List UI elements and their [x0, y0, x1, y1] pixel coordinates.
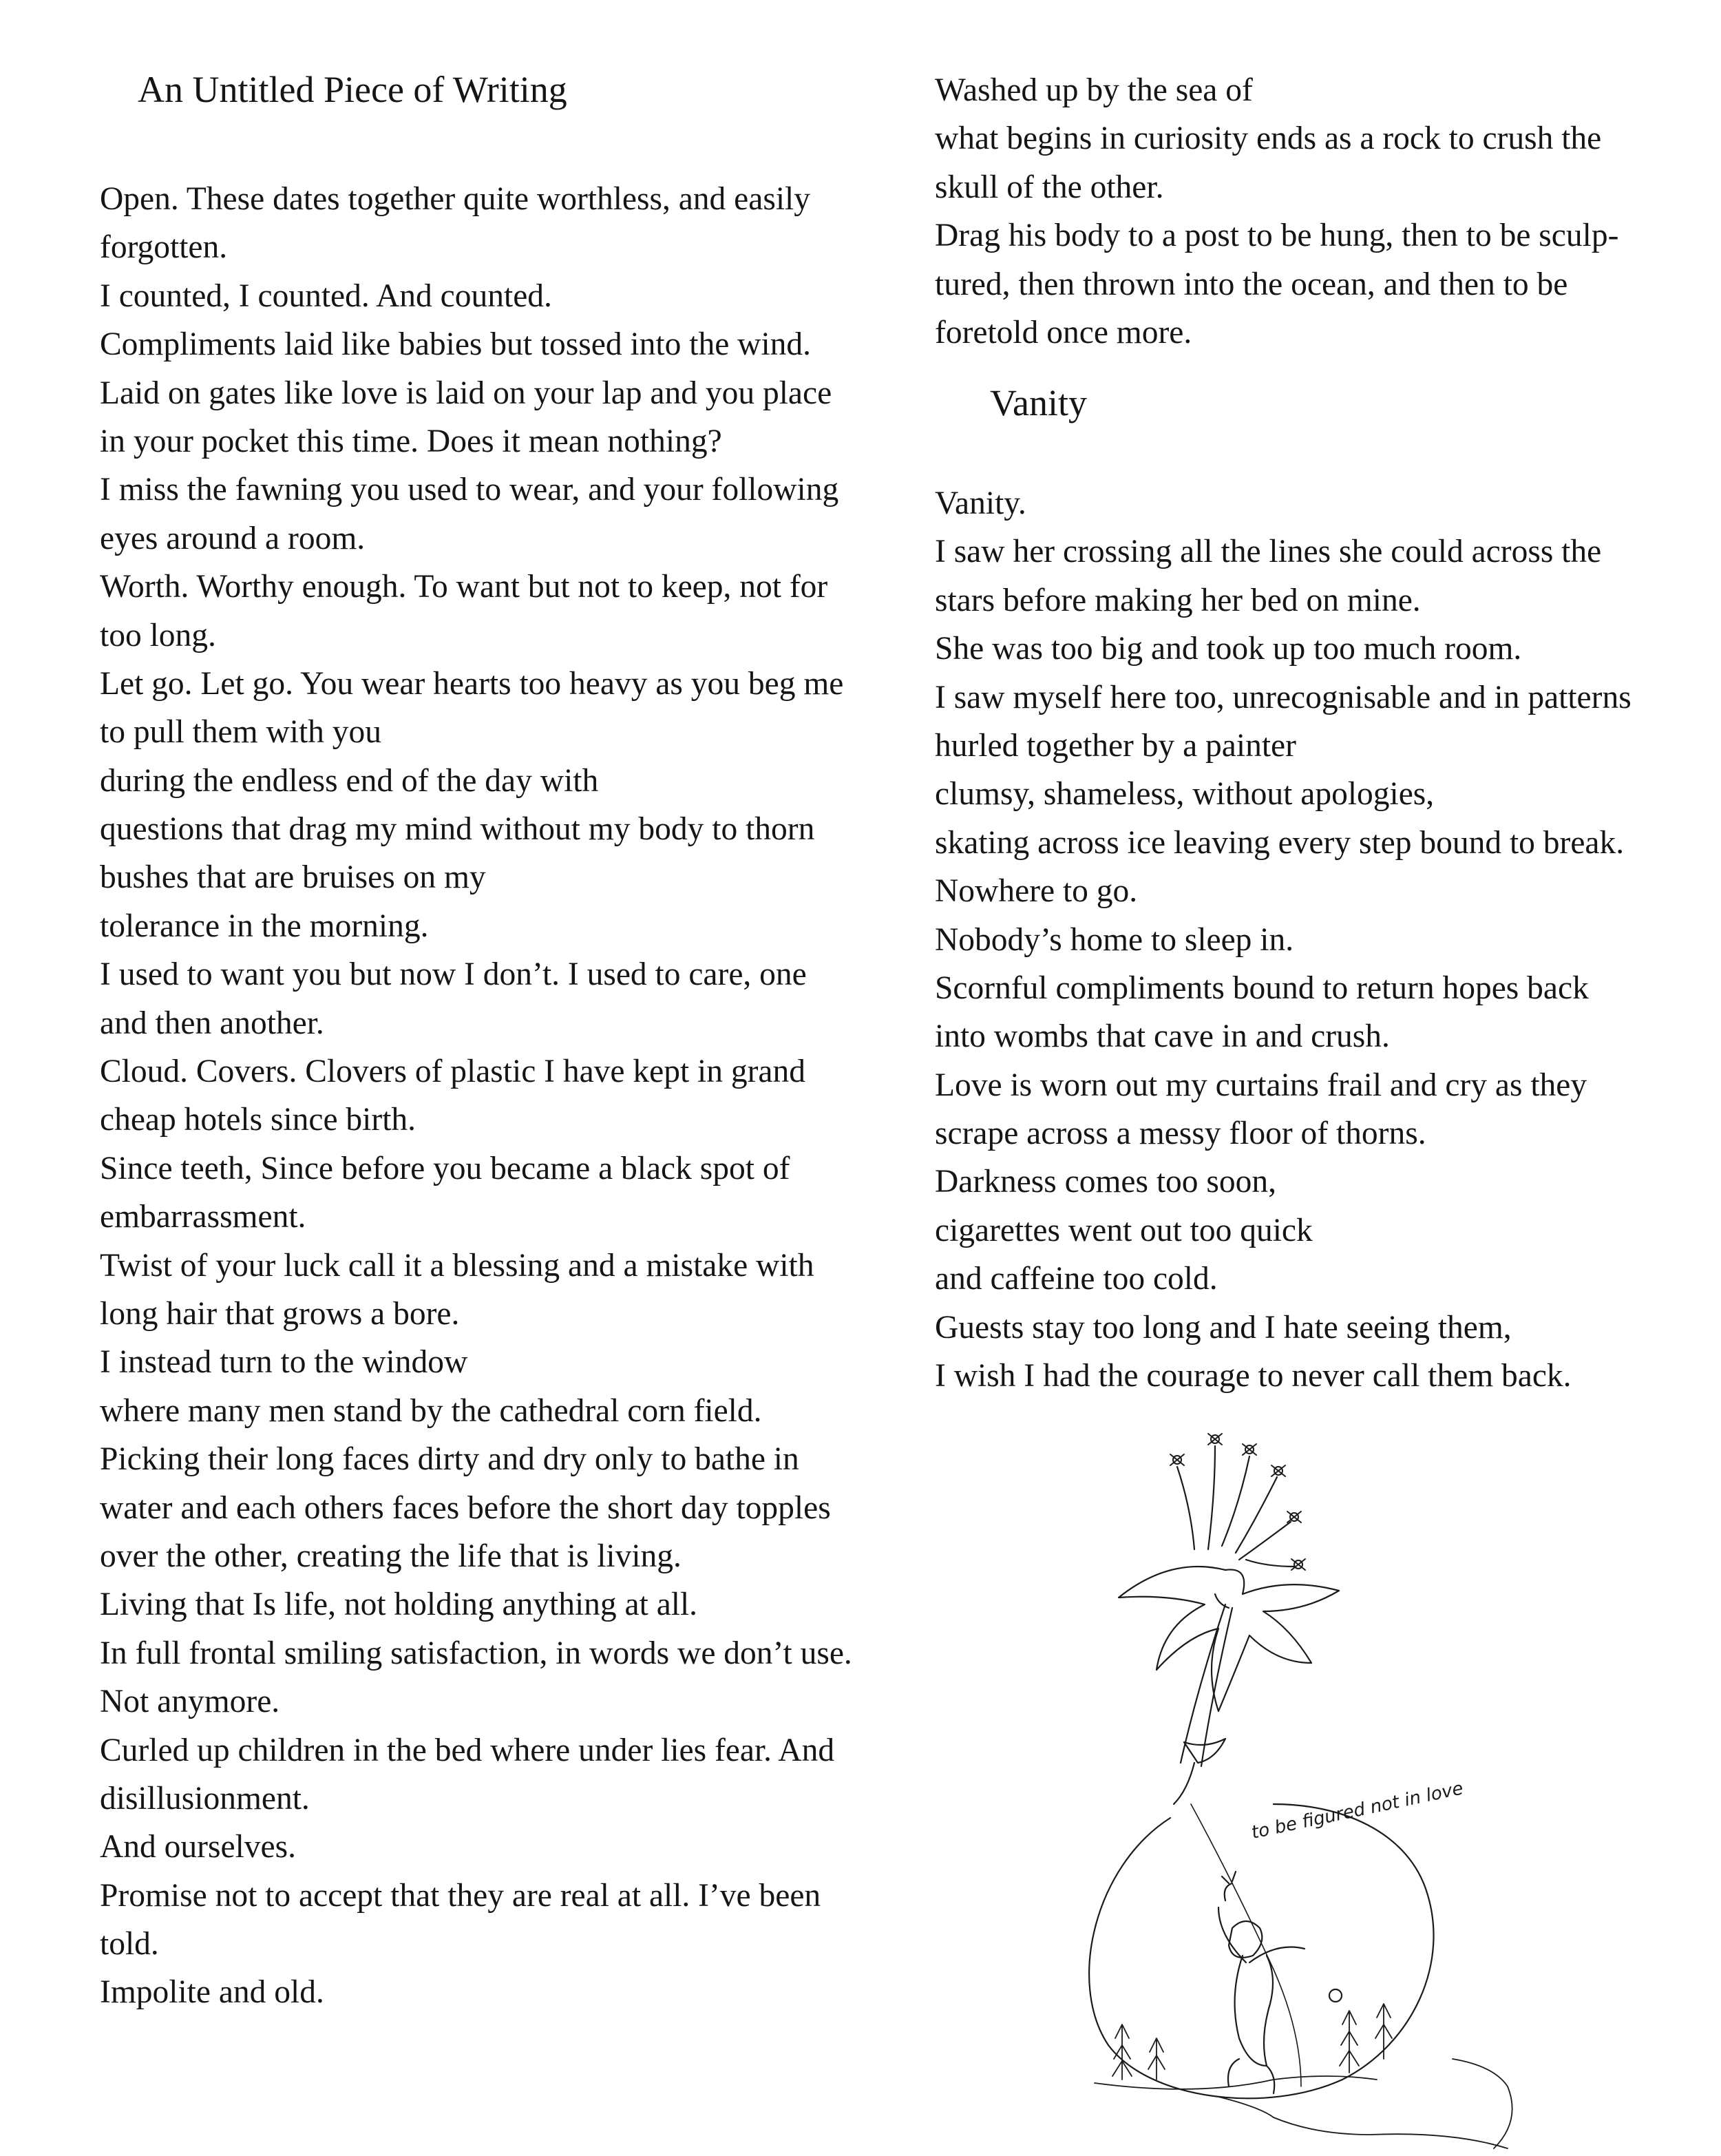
circle-lettering: to be figured not in love: [1249, 1778, 1466, 1843]
poem-line: told.: [100, 1926, 159, 1963]
lily-flower: [1119, 1567, 1339, 1804]
poem-line: over the other, creating the life that is living.: [100, 1538, 682, 1574]
poem-line: Impolite and old.: [100, 1974, 324, 2011]
poem-line: into wombs that cave in and crush.: [935, 1018, 1390, 1055]
poem-line: skating across ice leaving every step bound to break.: [935, 824, 1625, 861]
poem-line: tured, then thrown into the ocean, and then to be: [935, 266, 1568, 302]
poem-line: Not anymore.: [100, 1684, 280, 1720]
poem-line: Cloud. Covers. Clovers of plastic I have kept in grand: [100, 1054, 806, 1090]
poem-line: Worth. Worthy enough. To want but not to keep, not for: [100, 569, 828, 605]
poem-line: Open. These dates together quite worthless, and easily: [100, 181, 810, 217]
poem-line: Picking their long faces dirty and dry only to bathe in: [100, 1441, 799, 1478]
poem-line: tolerance in the morning.: [100, 908, 429, 944]
poem-line: disillusionment.: [100, 1780, 310, 1817]
untitled-body: [100, 175, 852, 2017]
dancing-figure: [1218, 1872, 1342, 2093]
untitled-continuation: [935, 66, 1618, 357]
poem-line: I counted, I counted. And counted.: [100, 278, 552, 314]
poem-line: Curled up children in the bed where under lies fear. And: [100, 1732, 835, 1768]
poem-line: Washed up by the sea of: [935, 72, 1253, 108]
poem-line: Love is worn out my curtains frail and cry as they: [935, 1067, 1587, 1103]
ink-flower-illustration: [1067, 1419, 1549, 2155]
poem-line: Nobody’s home to sleep in.: [935, 921, 1294, 958]
poem-line: Twist of your luck call it a blessing and a mistake with: [100, 1247, 814, 1284]
poem-line: I instead turn to the window: [100, 1344, 468, 1381]
poem-line: I saw myself here too, unrecognisable and in patterns: [935, 679, 1632, 715]
poem-line: in your pocket this time. Does it mean nothing?: [100, 423, 722, 459]
poem-line: cheap hotels since birth.: [100, 1102, 416, 1138]
poem-line: Nowhere to go.: [935, 873, 1138, 910]
poem-line: And ourselves.: [100, 1829, 296, 1865]
poem-line: I saw her crossing all the lines she could across the: [935, 534, 1602, 570]
poem-line: clumsy, shameless, without apologies,: [935, 776, 1435, 813]
untitled-title: An Untitled Piece of Writing: [138, 69, 567, 110]
small-flowers: [1170, 1434, 1305, 1570]
poem-line: Promise not to accept that they are real at all. I’ve been: [100, 1877, 821, 1914]
poem-line: In full frontal smiling satisfaction, in words we don’t use.: [100, 1635, 852, 1671]
poem-line: to pull them with you: [100, 714, 382, 751]
poem-line: eyes around a room.: [100, 520, 366, 556]
poem-line: and then another.: [100, 1005, 324, 1041]
poem-line: foretold once more.: [935, 314, 1192, 350]
poem-line: water and each others faces before the short day topples: [100, 1489, 831, 1526]
poem-line: Compliments laid like babies but tossed into the wind.: [100, 326, 812, 363]
poem-line: and caffeine too cold.: [935, 1261, 1218, 1297]
poem-line: stars before making her bed on mine.: [935, 582, 1421, 618]
poem-line: Laid on gates like love is laid on your lap and you place: [100, 375, 832, 411]
poem-line: Darkness comes too soon,: [935, 1164, 1277, 1200]
poem-line: where many men stand by the cathedral corn field.: [100, 1392, 762, 1429]
poem-line: Drag his body to a post to be hung, then to be sculp-: [935, 218, 1619, 254]
lettering-circle: [1089, 1804, 1433, 2098]
poem-line: questions that drag my mind without my body to thorn: [100, 811, 815, 848]
poem-line: I wish I had the courage to never call them back.: [935, 1358, 1572, 1394]
poem-line: Vanity.: [935, 485, 1026, 521]
poem-line: skull of the other.: [935, 169, 1164, 205]
poem-line: Let go. Let go. You wear hearts too heavy as you beg me: [100, 665, 844, 702]
poem-line: long hair that grows a bore.: [100, 1295, 460, 1332]
poem-line: I miss the fawning you used to wear, and your following: [100, 472, 839, 508]
poem-line: what begins in curiosity ends as a rock to crush the: [935, 121, 1602, 157]
poem-line: She was too big and took up too much room.: [935, 631, 1522, 667]
poem-line: embarrassment.: [100, 1199, 306, 1235]
poem-line: hurled together by a painter: [935, 727, 1296, 764]
poem-line: bushes that are bruises on my: [100, 859, 486, 896]
poem-line: Guests stay too long and I hate seeing them,: [935, 1309, 1512, 1346]
poem-line: scrape across a messy floor of thorns.: [935, 1116, 1426, 1152]
vanity-title: Vanity: [990, 382, 1087, 423]
poem-line: during the endless end of the day with: [100, 762, 599, 799]
poem-line: cigarettes went out too quick: [935, 1212, 1313, 1248]
vanity-body: [935, 479, 1632, 1400]
poem-line: too long.: [100, 617, 216, 653]
poem-line: Scornful compliments bound to return hopes back: [935, 970, 1589, 1006]
poem-line: Since teeth, Since before you became a black spot of: [100, 1150, 790, 1186]
poem-line: Living that Is life, not holding anything at all.: [100, 1587, 698, 1623]
poem-line: forgotten.: [100, 229, 228, 266]
trees-ground: [1095, 2004, 1512, 2148]
poem-line: I used to want you but now I don’t. I used to care, one: [100, 956, 807, 993]
